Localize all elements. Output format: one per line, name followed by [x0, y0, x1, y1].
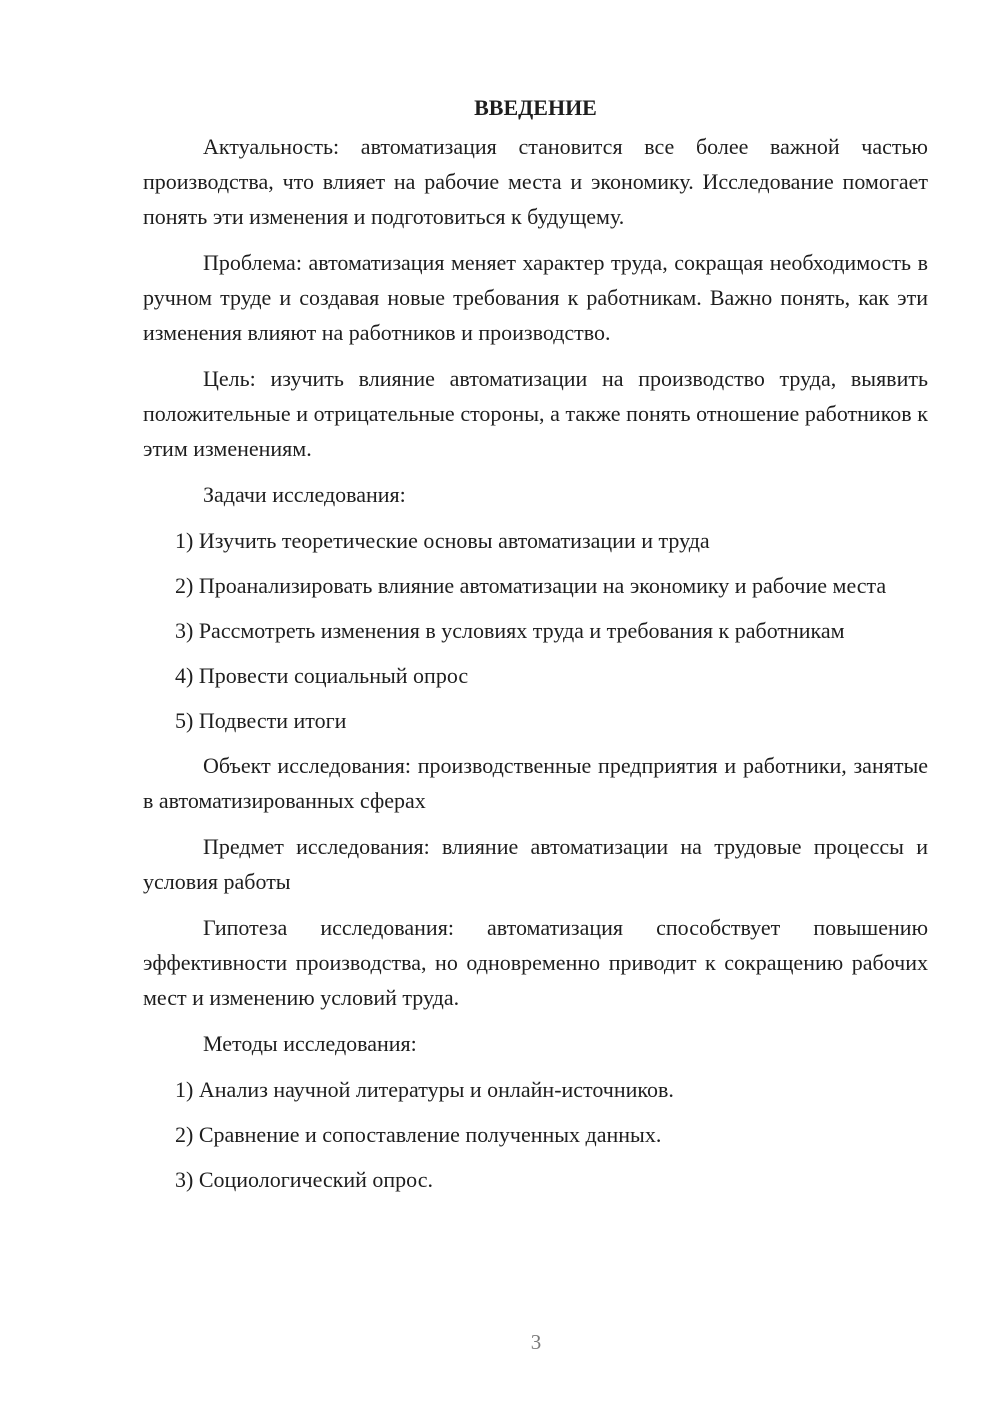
method-item: 2) Сравнение и сопоставление полученных данных.: [175, 1122, 662, 1147]
task-item: 4) Провести социальный опрос: [175, 663, 469, 688]
object-paragraph: Объект исследования: производственные предприятия и работники, занятые в автоматизированных сферах: [143, 753, 928, 813]
goal-paragraph: Цель: изучить влияние автоматизации на производство труда, выявить положительные и отрицательные стороны, а также понять отношение работников к этим изменениям.: [143, 366, 928, 461]
tasks-title: Задачи исследования:: [203, 482, 406, 507]
method-item: 1) Анализ научной литературы и онлайн-источников.: [175, 1077, 674, 1102]
actuality-paragraph: Актуальность: автоматизация становится все более важной частью производства, что влияет на рабочие места и экономику. Исследование помогает понять эти изменения и подготовиться к будущему.: [143, 134, 928, 229]
methods-title: Методы исследования:: [203, 1031, 417, 1056]
document-page: [143, 90, 928, 1207]
task-item: 3) Рассмотреть изменения в условиях труда и требования к работникам: [175, 618, 845, 643]
section-heading: ВВЕДЕНИЕ: [474, 95, 597, 120]
page-number: 3: [530, 1330, 542, 1354]
task-item: 2) Проанализировать влияние автоматизации на экономику и рабочие места: [175, 573, 887, 598]
subject-paragraph: Предмет исследования: влияние автоматизации на трудовые процессы и условия работы: [143, 834, 928, 894]
task-item: 5) Подвести итоги: [175, 708, 347, 733]
hypothesis-paragraph: Гипотеза исследования: автоматизация способствует повышению эффективности производства, но одновременно приводит к сокращению рабочих мест и изменению условий труда.: [143, 915, 928, 1010]
method-item: 3) Социологический опрос.: [175, 1167, 433, 1192]
problem-paragraph: Проблема: автоматизация меняет характер труда, сокращая необходимость в ручном труде и создавая новые требования к работникам. Важно понять, как эти изменения влияют на работников и производство.: [143, 250, 928, 345]
task-item: 1) Изучить теоретические основы автоматизации и труда: [175, 528, 710, 553]
